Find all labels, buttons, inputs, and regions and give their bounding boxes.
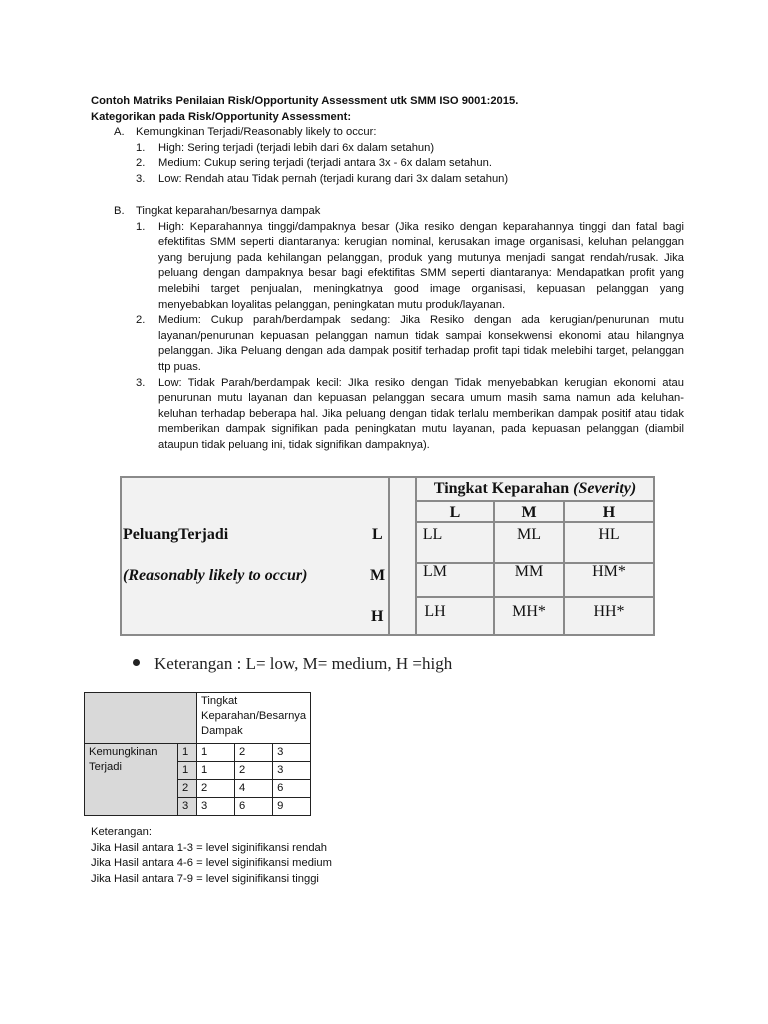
legend-line: Jika Hasil antara 1-3 = level siginifikansi rendah: [91, 841, 327, 854]
table-cell: 3: [273, 762, 311, 780]
table-cell: 2: [235, 762, 273, 780]
table-cell: 2: [235, 744, 273, 762]
row-key-l: L: [372, 526, 383, 543]
table-cell: 1: [197, 762, 235, 780]
list-item: [136, 376, 684, 454]
matrix-cell: ML: [517, 526, 541, 543]
table-cell: 1: [177, 762, 196, 780]
list-item: [136, 141, 684, 157]
matrix-cell: HH*: [593, 603, 625, 620]
item-number: 3.: [136, 172, 146, 185]
item-number: 3.: [136, 376, 146, 389]
legend-line: Jika Hasil antara 4-6 = level siginifikansi medium: [91, 857, 332, 870]
section-a-list: [114, 141, 684, 188]
row-label: PeluangTerjadi: [123, 526, 229, 543]
bullet-icon: [133, 659, 140, 666]
row-label-italic: (Reasonably likely to occur): [123, 567, 308, 584]
table-cell: 1: [177, 744, 196, 762]
table-cell: 3: [197, 798, 235, 816]
table-cell: 2: [197, 780, 235, 798]
table-cell: 6: [235, 798, 273, 816]
list-item: [136, 172, 684, 188]
column-header-l: L: [449, 504, 461, 521]
section-a-heading: Kemungkinan Terjadi/Reasonably likely to occur:: [136, 126, 377, 138]
item-number: 2.: [136, 314, 146, 327]
section-b-letter: B.: [114, 205, 125, 217]
title-line-2: Kategorikan pada Risk/Opportunity Assessment:: [91, 110, 352, 123]
table-header-cell: Tingkat Keparahan/Besarnya Dampak: [197, 693, 311, 744]
item-number: 1.: [136, 141, 146, 154]
matrix-cell: MH*: [512, 603, 546, 620]
matrix-cell: HL: [598, 526, 620, 543]
table-row: [85, 744, 311, 762]
list-item: [136, 313, 684, 375]
keterangan-text: Keterangan : L= low, M= medium, H =high: [154, 654, 453, 673]
matrix-cell: LM: [423, 563, 447, 580]
section-a-letter: A.: [114, 126, 125, 138]
column-header-h: H: [602, 504, 616, 521]
severity-header: [417, 480, 653, 498]
row-label-cell: Kemungkinan Terjadi: [85, 744, 178, 816]
section-a: [114, 125, 684, 187]
document-title: [91, 94, 691, 125]
legend-line: Jika Hasil antara 7-9 = level siginifikansi tinggi: [91, 872, 319, 885]
item-text: Medium: Cukup sering terjadi (terjadi antara 3x - 6x dalam setahun.: [158, 157, 492, 170]
severity-header-italic: (Severity): [573, 480, 637, 497]
numeric-matrix-table: [84, 692, 311, 816]
legend-title: Keterangan:: [91, 826, 152, 838]
table-cell: 2: [177, 780, 196, 798]
table-cell: 3: [177, 798, 196, 816]
table-cell: 6: [273, 780, 311, 798]
item-text: Low: Rendah atau Tidak pernah (terjadi kurang dari 3x dalam setahun): [158, 172, 509, 185]
item-text: Low: Tidak Parah/berdampak kecil: JIka resiko dengan Tidak menyebabkan kerugian ekonomi atau penurunan mutu layanan dan kepuasan pelanggan secara umum masih sama namun ada keluhan-keluhan terhadap beberapa hal. Jika peluang dengan tidak terlalu memberikan dampak positif atau tidak memberikan dampak signifikan pada peningkatan mutu layanan, pada kepuasan pelanggan (diambil ataupun tidak peluang ini, tidak signifikan dampaknya).: [158, 376, 684, 451]
matrix-cell: HM*: [592, 563, 626, 580]
empty-corner-cell: [85, 693, 197, 744]
section-b-list: [114, 220, 684, 454]
list-item: [136, 156, 684, 172]
severity-header-text: Tingkat Keparahan: [433, 480, 574, 497]
item-text: Medium: Cukup parah/berdampak sedang: Jika Resiko dengan ada kerugian/penurunan mutu layanan/penurunan kepuasan pelanggan namun tidak sampai konsekwensi ekonomi atau hilangnya pelanggan. Jika Peluang dengan ada dampak positif terhadap profit tapi tidak melebihi target, pelanggan ttp puas.: [158, 314, 684, 373]
table-cell: 1: [197, 744, 235, 762]
item-number: 1.: [136, 220, 146, 233]
matrix-cell: LH: [424, 603, 446, 620]
matrix-cell: LL: [422, 526, 443, 543]
section-b-heading: Tingkat keparahan/besarnya dampak: [136, 205, 321, 217]
row-key-m: M: [370, 567, 386, 584]
list-item: [136, 220, 684, 314]
table-cell: 3: [273, 744, 311, 762]
table-cell: 4: [235, 780, 273, 798]
matrix-cell: MM: [514, 563, 544, 580]
item-text: High: Keparahannya tinggi/dampaknya besar (Jika resiko dengan keparahannya tinggi dan fatal bagi efektifitas SMM seperti diantaranya: kerugian nominal, kerusakan image organisasi, keluhan pelanggan yang berujung pada kehilangan pelanggan, produk yang mutunya menjadi sangat rendah/rusak. Jika peluang dengan dampaknya besar bagi efektifitas SMM seperti diantaranya: Mendapatkan profit yang melebihi target penjualan, meningkatnya good image organisasi, kepuasan pelanggan yang menyebabkan loyalitas pelanggan, peningkatan mutu produk/layanan.: [158, 220, 684, 311]
keterangan-note: [133, 654, 452, 674]
column-header-m: M: [521, 504, 537, 521]
section-b: [114, 204, 684, 454]
row-key-h: H: [371, 608, 384, 625]
legend-block: [91, 825, 591, 887]
item-text: High: Sering terjadi (terjadi lebih dari 6x dalam setahun): [158, 141, 435, 154]
title-line-1: Contoh Matriks Penilaian Risk/Opportunity Assessment utk SMM ISO 9001:2015.: [91, 95, 519, 107]
item-number: 2.: [136, 157, 146, 170]
table-cell: 9: [273, 798, 311, 816]
severity-matrix: [120, 476, 655, 636]
